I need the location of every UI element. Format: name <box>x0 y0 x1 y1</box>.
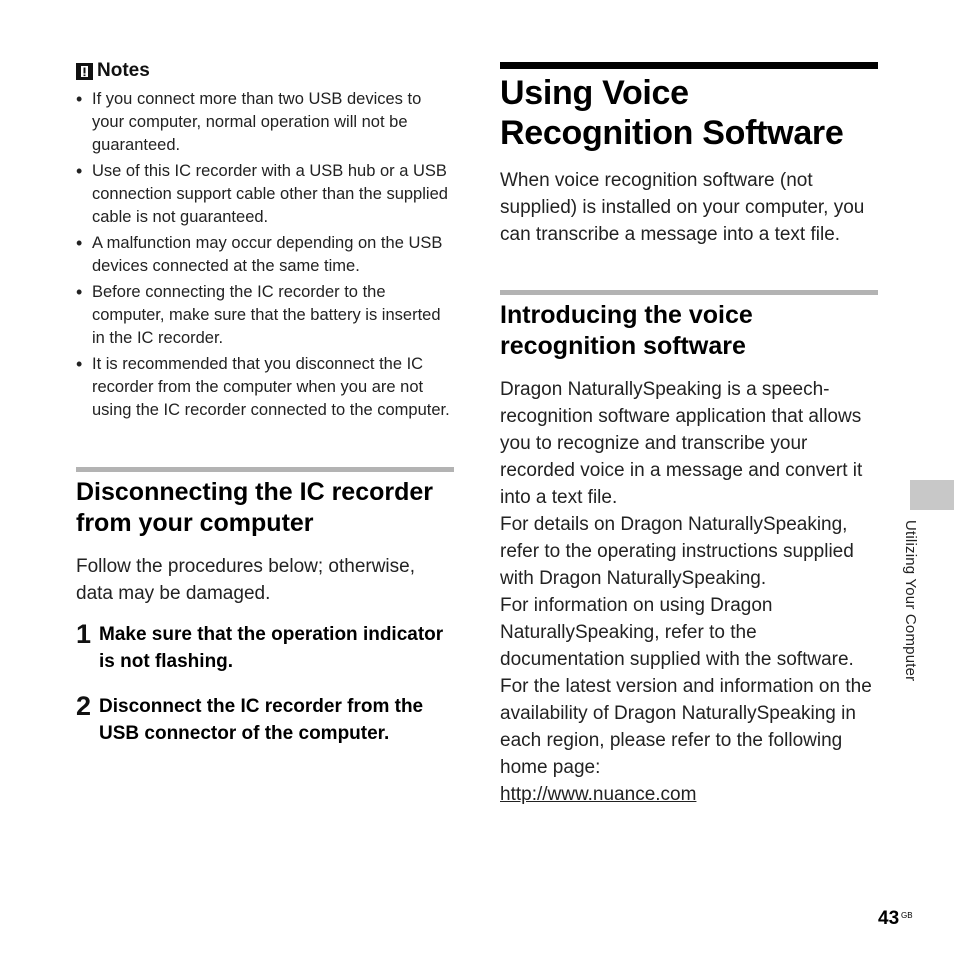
page-suffix: GB <box>901 911 913 920</box>
voice-para-3: For information on using Dragon NaturallySpeaking, refer to the documentation supplied with the software. For the latest version and information on the availability of Dragon NaturallySpeaking in each region, please refer to the following home page: <box>500 595 872 778</box>
step-number: 2 <box>76 691 92 721</box>
section-side-label: Utilizing Your Computer <box>902 520 919 682</box>
section-divider <box>500 290 878 295</box>
notes-heading <box>76 58 454 84</box>
note-item: • A malfunction may occur depending on the USB devices connected at the same time. <box>76 232 454 278</box>
voice-para-2: For details on Dragon NaturallySpeaking, refer to the operating instructions supplied with Dragon NaturallySpeaking. <box>500 514 854 589</box>
disconnect-heading: Disconnecting the IC recorder from your computer <box>76 478 434 537</box>
voice-link-line <box>500 781 878 808</box>
voice-intro: When voice recognition software (not supplied) is installed on your computer, you can transcribe a message into a text file. <box>500 170 865 245</box>
notes-title: Notes <box>97 60 150 81</box>
section-tab <box>910 480 954 510</box>
note-item: • It is recommended that you disconnect the IC recorder from the computer when you are not using the IC recorder connected to the computer. <box>76 353 454 422</box>
note-item: • Before connecting the IC recorder to the computer, make sure that the battery is inserted in the IC recorder. <box>76 281 454 350</box>
step-text: Disconnect the IC recorder from the USB connector of the computer. <box>99 696 424 744</box>
note-icon <box>76 63 93 80</box>
title-rule <box>500 62 878 69</box>
disconnect-intro: Follow the procedures below; otherwise, data may be damaged. <box>76 556 416 604</box>
step-1 <box>76 621 454 675</box>
left-column <box>76 58 454 747</box>
section-divider <box>76 467 454 472</box>
step-number: 1 <box>76 619 92 649</box>
right-column <box>500 62 878 808</box>
voice-para-1: Dragon NaturallySpeaking is a speech-recognition software application that allows you to recognize and transcribe your recorded voice in a message and convert it into a text file. <box>500 379 863 508</box>
notes-list <box>76 88 454 422</box>
note-item: • Use of this IC recorder with a USB hub or a USB connection support cable other than the supplied cable is not guaranteed. <box>76 160 454 229</box>
nuance-link[interactable]: http://www.nuance.com <box>500 784 697 805</box>
page-number: 43 <box>878 908 900 929</box>
note-item: • If you connect more than two USB devices to your computer, normal operation will not be guaranteed. <box>76 88 454 157</box>
step-text: Make sure that the operation indicator is not flashing. <box>99 624 444 672</box>
page-title: Using Voice Recognition Software <box>500 74 844 152</box>
intro-voice-heading: Introducing the voice recognition software <box>500 301 753 360</box>
step-2 <box>76 693 454 747</box>
